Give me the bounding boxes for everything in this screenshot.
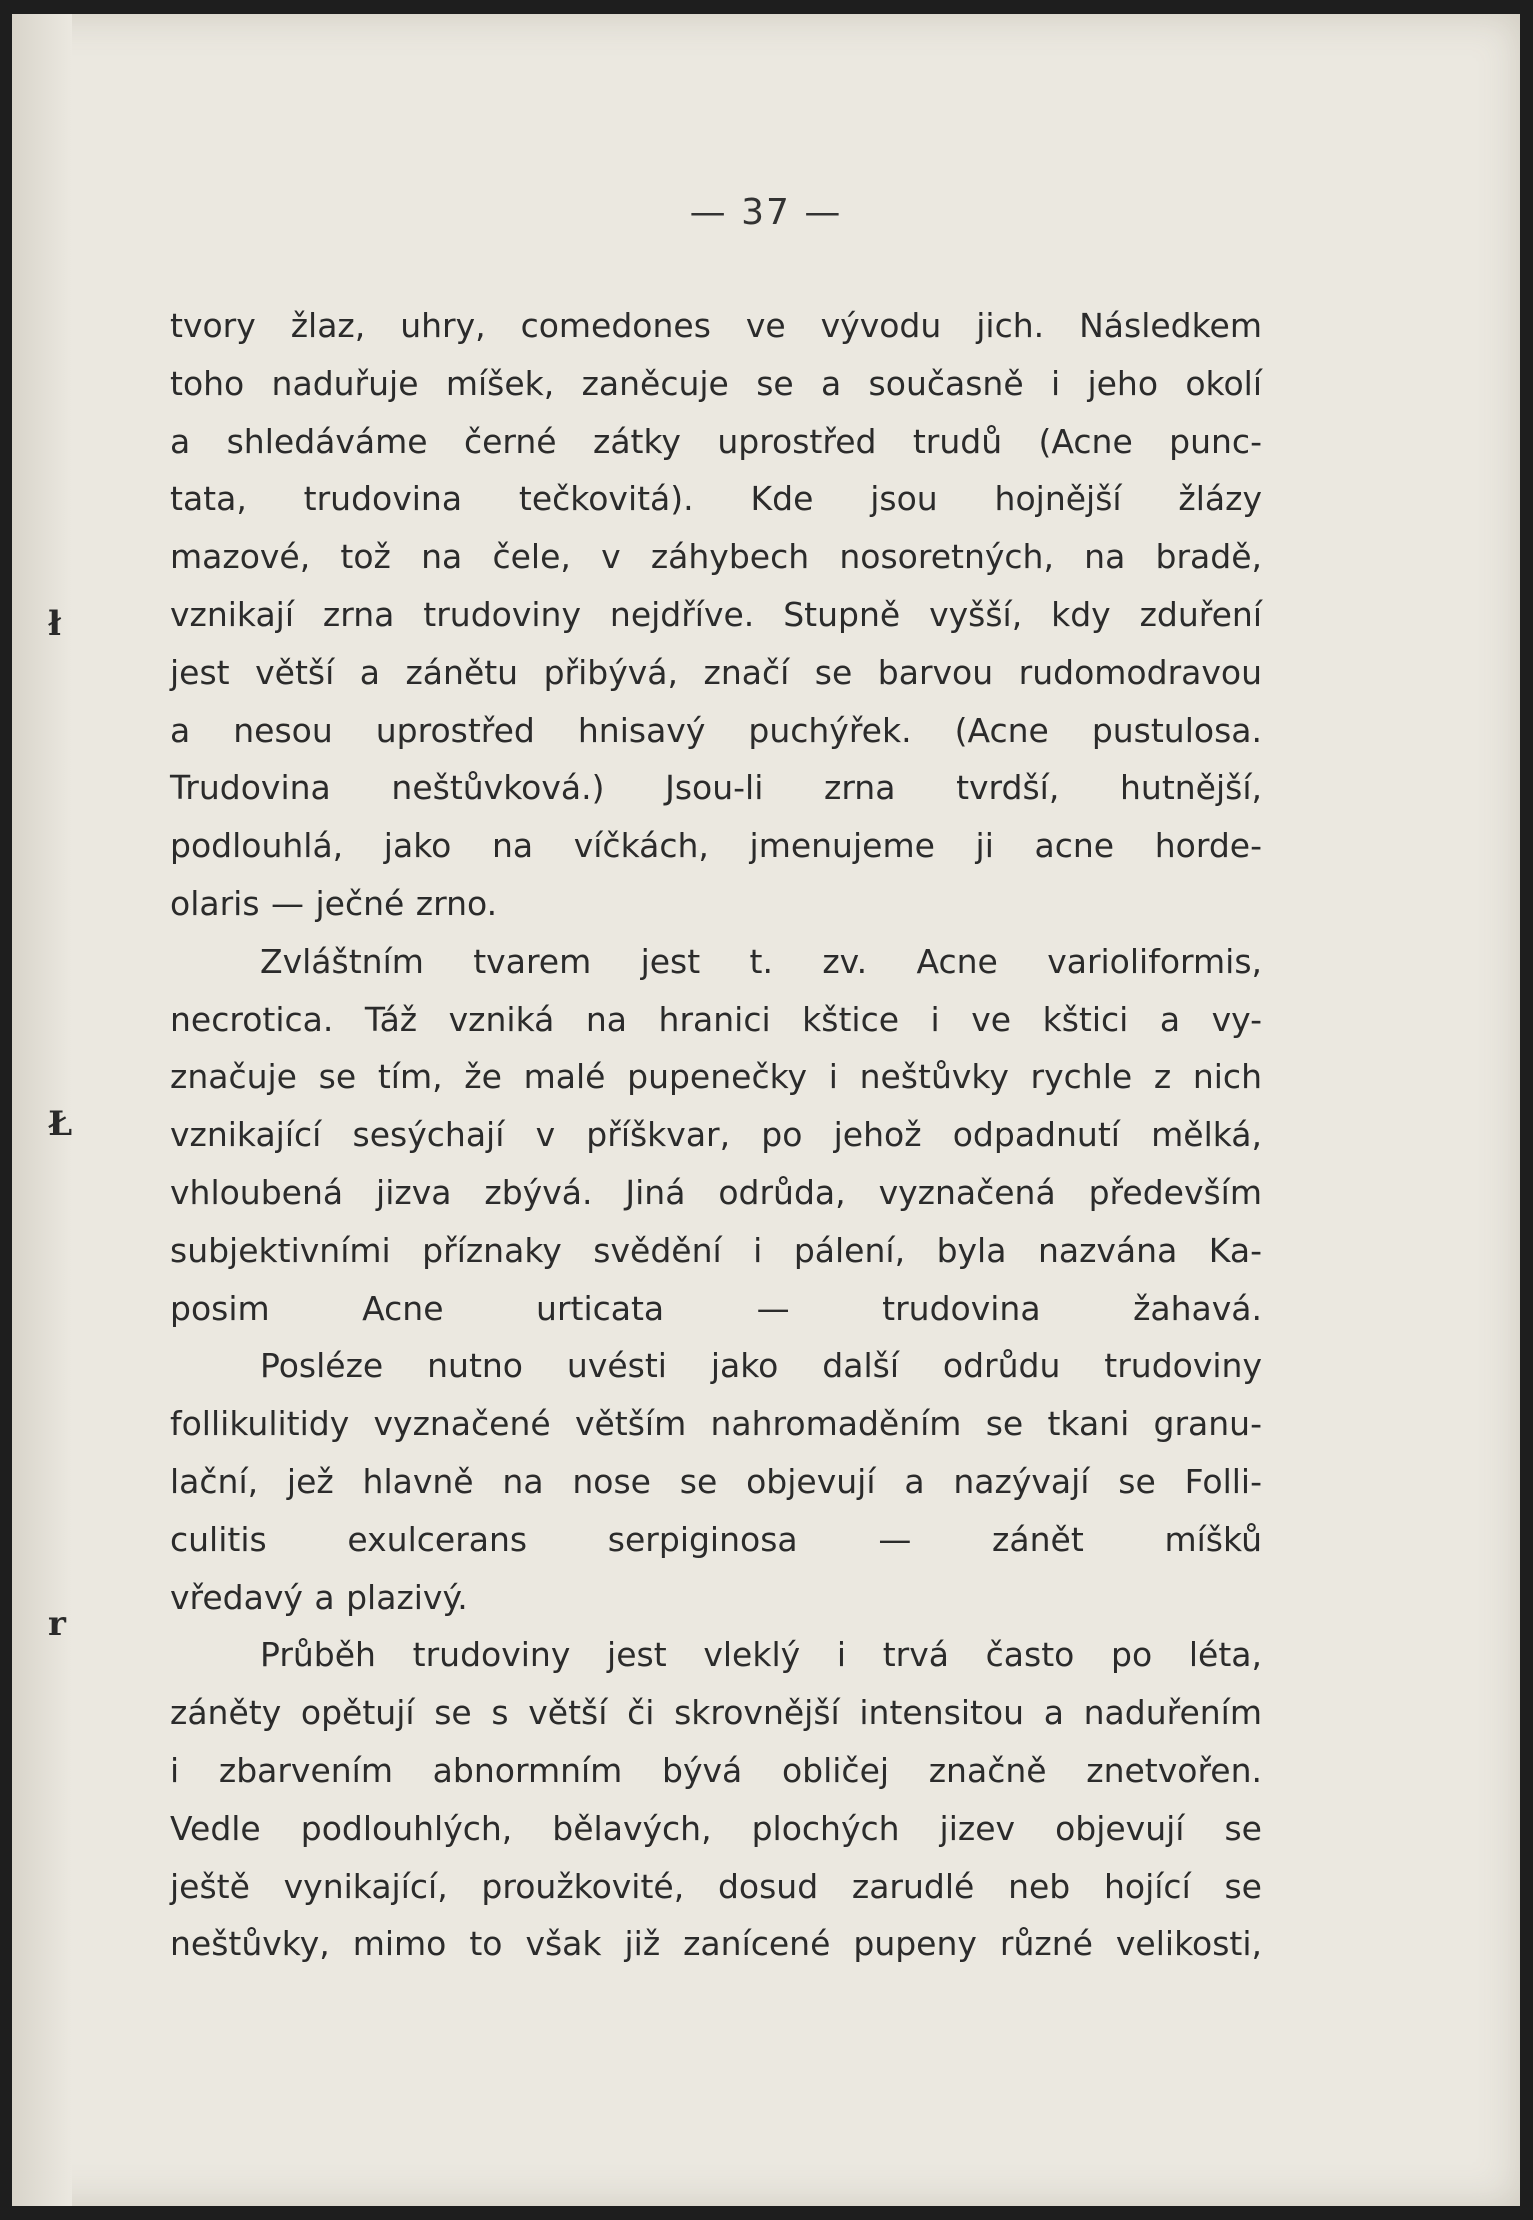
- text-line: toho naduřuje míšek, zaněcuje se a současně i jeho okolí: [170, 363, 1262, 403]
- text-line: olaris — ječné zrno.: [170, 883, 498, 923]
- text-line: vznikají zrna trudoviny nejdříve. Stupně vyšší, kdy zduření: [170, 594, 1262, 634]
- margin-mark: Ł: [48, 1104, 73, 1144]
- text-line: jest větší a zánětu přibývá, značí se barvou rudomodravou: [170, 652, 1262, 692]
- text-line: vředavý a plazivý.: [170, 1577, 468, 1617]
- text-line: a nesou uprostřed hnisavý puchýřek. (Acne pustulosa.: [170, 710, 1262, 750]
- text-line: posim Acne urticata — trudovina žahavá.: [170, 1288, 1262, 1328]
- text-line: mazové, tož na čele, v záhybech nosoretných, na bradě,: [170, 537, 1262, 577]
- text-line: lační, jež hlavně na nose se objevují a nazývají se Folli-: [170, 1461, 1262, 1501]
- text-line: Trudovina neštůvková.) Jsou-li zrna tvrdší, hutnější,: [170, 768, 1262, 808]
- text-line: Průběh trudoviny jest vleklý i trvá často po léta,: [260, 1635, 1262, 1675]
- margin-mark: ł: [48, 604, 62, 644]
- page-number: — 37 —: [689, 192, 843, 233]
- text-line: záněty opětují se s větší či skrovnější intensitou a naduřením: [170, 1693, 1262, 1733]
- text-line: tata, trudovina tečkovitá). Kde jsou hojnější žlázy: [170, 479, 1262, 519]
- text-line: ještě vynikající, proužkovité, dosud zarudlé neb hojící se: [170, 1866, 1262, 1906]
- margin-mark: r: [48, 1604, 66, 1644]
- text-line: tvory žlaz, uhry, comedones ve vývodu jich. Následkem: [170, 306, 1262, 345]
- text-line: Vedle podlouhlých, bělavých, plochých jizev objevují se: [170, 1808, 1262, 1848]
- text-line: culitis exulcerans serpiginosa — zánět míšků: [170, 1519, 1262, 1559]
- text-line: necrotica. Táž vzniká na hranici kštice i ve kštici a vy-: [170, 999, 1262, 1039]
- text-line: vhloubená jizva zbývá. Jiná odrůda, vyznačená především: [170, 1172, 1262, 1212]
- text-line: podlouhlá, jako na víčkách, jmenujeme ji acne horde-: [170, 826, 1262, 866]
- text-line: i zbarvením abnormním bývá obličej značně znetvořen.: [170, 1750, 1262, 1790]
- text-line: Zvláštním tvarem jest t. zv. Acne varioliformis,: [260, 941, 1262, 981]
- text-line: a shledáváme černé zátky uprostřed trudů (Acne punc-: [170, 421, 1262, 461]
- body-text: [170, 297, 1262, 1973]
- text-line: neštůvky, mimo to však již zanícené pupeny různé velikosti,: [170, 1924, 1262, 1964]
- text-line: značuje se tím, že malé pupenečky i neštůvky rychle z nich: [170, 1057, 1262, 1097]
- text-line: Posléze nutno uvésti jako další odrůdu trudoviny: [260, 1346, 1262, 1386]
- book-page: [12, 14, 1520, 2206]
- text-line: vznikající sesýchají v příškvar, po jehož odpadnutí mělká,: [170, 1115, 1262, 1155]
- text-line: subjektivními příznaky svědění i pálení, byla nazvána Ka-: [170, 1230, 1262, 1270]
- text-line: follikulitidy vyznačené větším nahromaděním se tkani granu-: [170, 1404, 1262, 1444]
